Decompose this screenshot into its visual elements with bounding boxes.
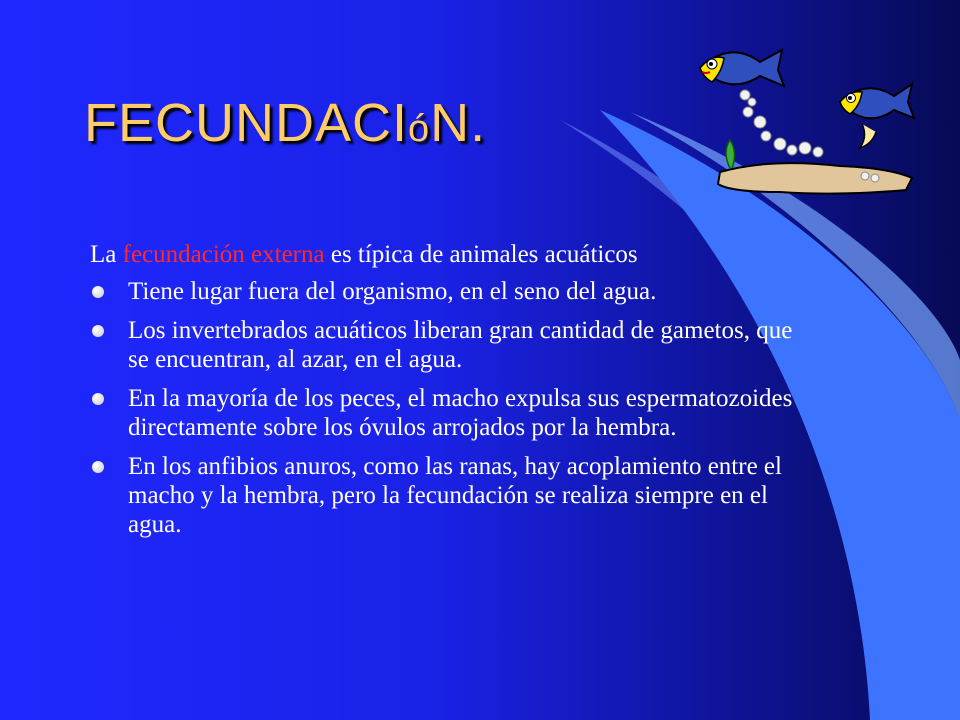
bullet-text: Tiene lugar fuera del organismo, en el seno del agua. [128, 278, 657, 305]
bullet-item [90, 316, 810, 374]
bullet-dot-icon [92, 325, 104, 337]
bullet-text: En la mayoría de los peces, el macho expulsa sus espermatozoides directamente sobre los óvulos arrojados por la hembra. [128, 385, 793, 441]
title-main: FECUNDACI [84, 93, 409, 153]
slide-title [84, 92, 486, 154]
bullet-dot-icon [92, 461, 104, 473]
intro-suffix: es típica de animales acuáticos [324, 241, 638, 268]
bullet-dot-icon [92, 286, 104, 298]
bullet-text: En los anfibios anuros, como las ranas, hay acoplamiento entre el macho y la hembra, pero la fecundación se realiza siempre en el agua. [128, 453, 782, 538]
intro-line [90, 240, 810, 269]
slide-body [90, 240, 810, 549]
bullet-item [90, 452, 810, 539]
bullet-text: Los invertebrados acuáticos liberan gran cantidad de gametos, que se encuentran, al azar, en el agua. [128, 317, 793, 373]
bullet-item [90, 384, 810, 442]
bullet-list [90, 277, 810, 539]
fish-clipart-icon [690, 40, 920, 200]
bullet-dot-icon [92, 393, 104, 405]
title-end: N. [430, 93, 487, 153]
title-small-letter: ó [408, 108, 431, 150]
intro-prefix: La [90, 241, 123, 268]
bullet-item [90, 277, 810, 306]
intro-highlight: fecundación externa [122, 241, 325, 268]
